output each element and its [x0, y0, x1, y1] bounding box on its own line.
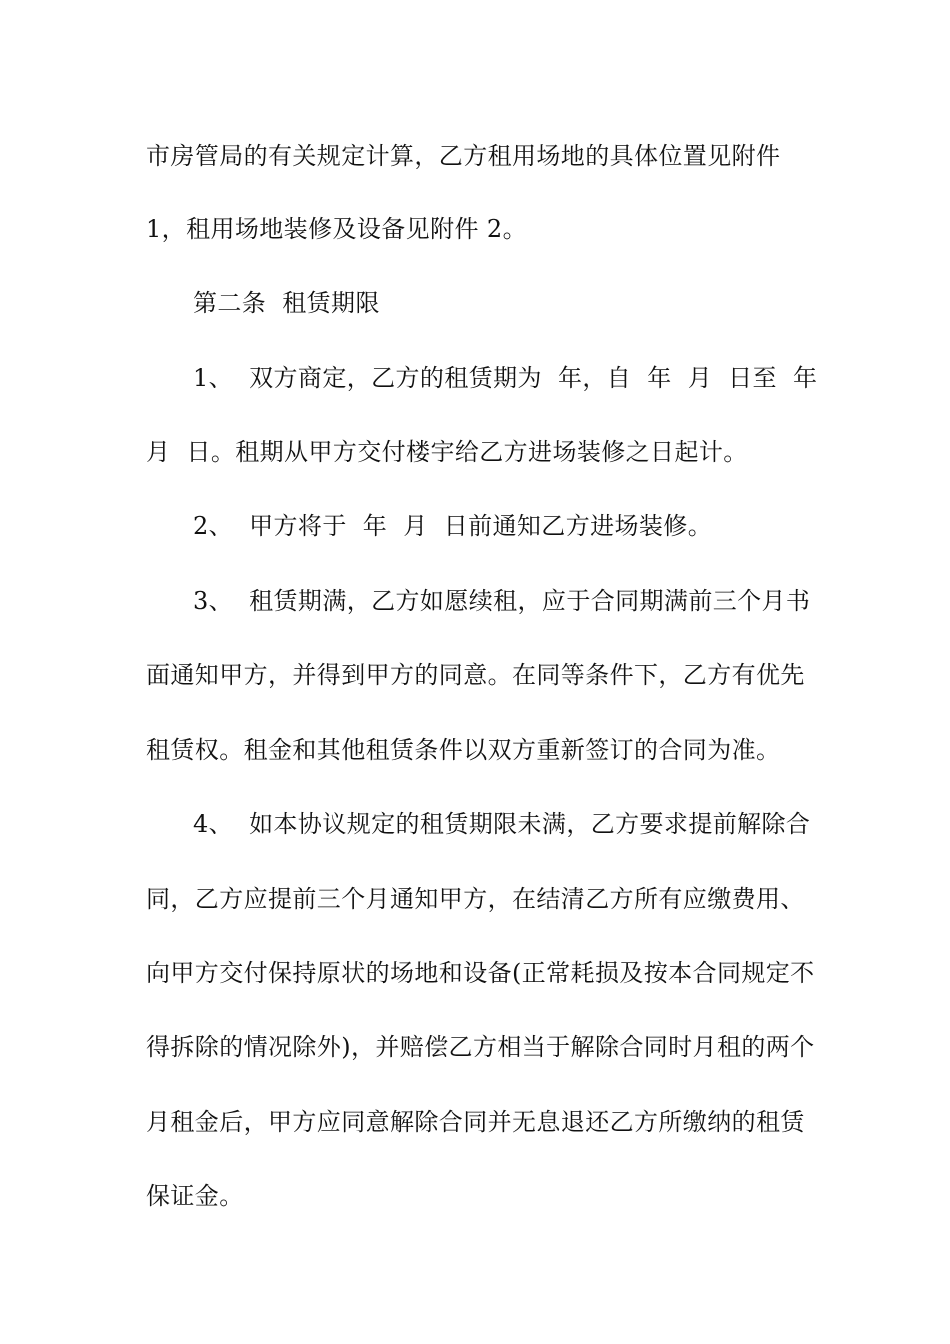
text-line: 月租金后，甲方应同意解除合同并无息退还乙方所缴纳的租赁 [146, 1108, 805, 1136]
text-line: 4、 如本协议规定的租赁期限未满，乙方要求提前解除合 [193, 810, 811, 838]
text-line: 面通知甲方，并得到甲方的同意。在同等条件下，乙方有优先 [146, 661, 805, 689]
text-line: 保证金。 [146, 1182, 244, 1210]
text-line: 向甲方交付保持原状的场地和设备(正常耗损及按本合同规定不 [146, 959, 815, 987]
text-line: 3、 租赁期满，乙方如愿续租，应于合同期满前三个月书 [193, 587, 811, 615]
text-line: 1，租用场地装修及设备见附件 2。 [146, 215, 527, 243]
text-line: 同，乙方应提前三个月通知甲方，在结清乙方所有应缴费用、 [146, 885, 805, 913]
text-line: 月 日。租期从甲方交付楼宇给乙方进场装修之日起计。 [146, 438, 748, 466]
text-line: 市房管局的有关规定计算，乙方租用场地的具体位置见附件 [146, 142, 781, 170]
text-line: 1、 双方商定，乙方的租赁期为 年，自 年 月 日至 年 [193, 364, 818, 392]
text-line: 租赁权。租金和其他租赁条件以双方重新签订的合同为准。 [146, 736, 781, 764]
text-line: 2、 甲方将于 年 月 日前通知乙方进场装修。 [193, 512, 713, 540]
section-heading: 第二条 租赁期限 [193, 289, 380, 317]
text-line: 得拆除的情况除外)，并赔偿乙方相当于解除合同时月租的两个 [146, 1033, 815, 1061]
